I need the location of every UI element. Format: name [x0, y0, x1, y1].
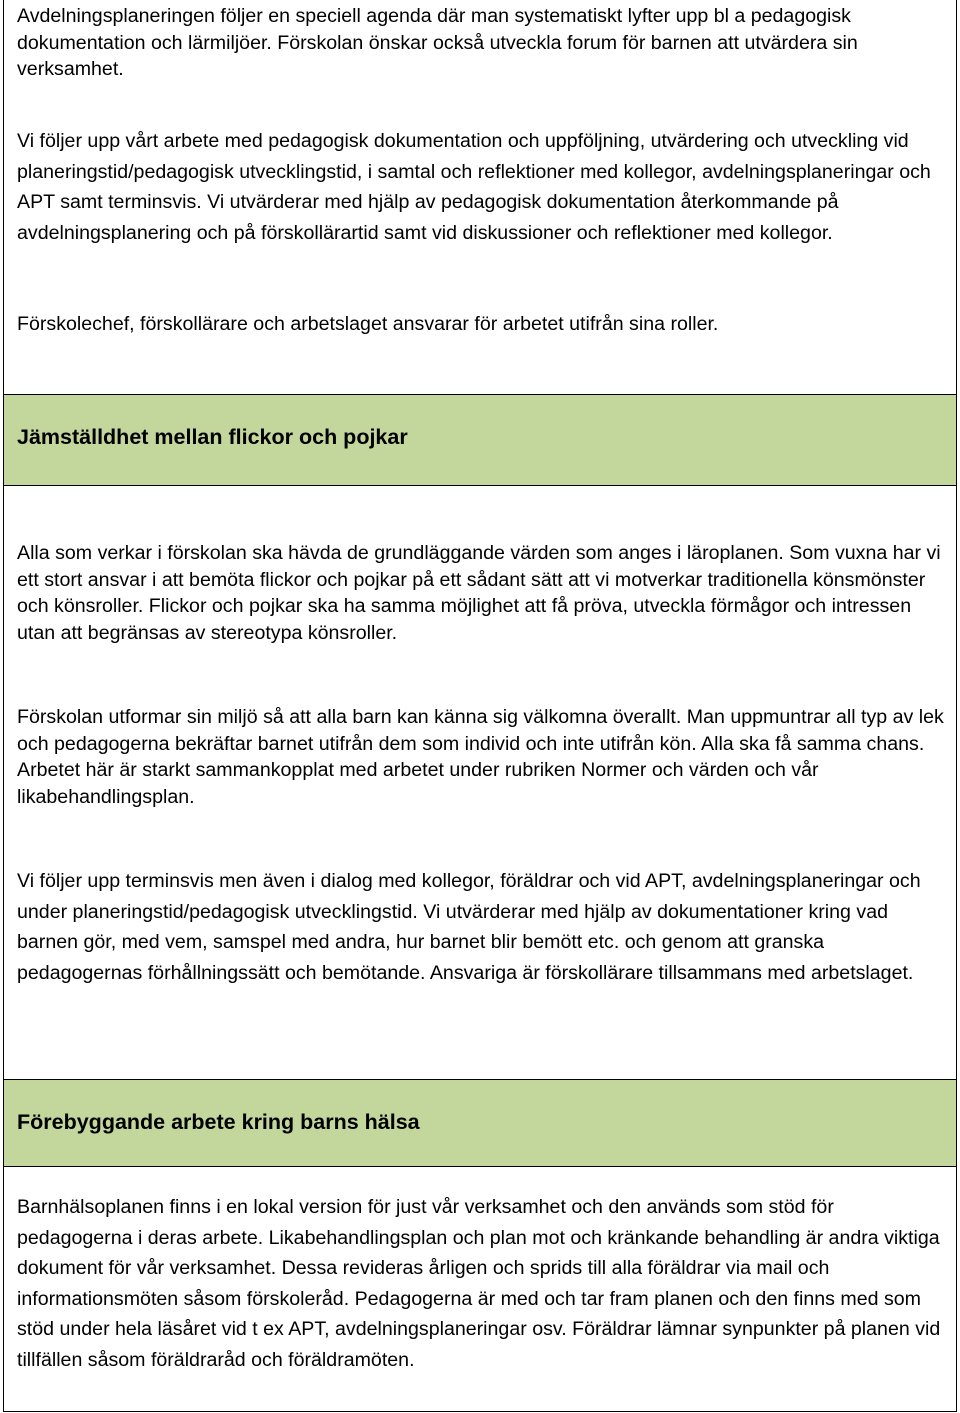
document-table	[3, 0, 957, 1412]
paragraph: Förskolechef, förskollärare och arbetslaget ansvarar för arbetet utifrån sina roller.	[17, 313, 719, 335]
paragraph: Förskolan utformar sin miljö så att alla barn kan känna sig välkomna överallt. Man uppmuntrar all typ av lek och pedagogerna bekräftar barnet utifrån dem som individ och inte utifrån kön. Alla ska få samma chans. Arbetet här är starkt sammankopplat med arbetet under rubriken Normer och värden och vår likabehandlingsplan.	[17, 706, 944, 808]
section-heading: Förebyggande arbete kring barns hälsa	[17, 1110, 420, 1134]
section-heading: Jämställdhet mellan flickor och pojkar	[17, 425, 408, 449]
section-heading-cell	[4, 395, 956, 486]
paragraph: Vi följer upp vårt arbete med pedagogisk dokumentation och uppföljning, utvärdering och utveckling vid planeringstid/pedagogisk utvecklingstid, i samtal och reflektioner med kollegor, avdelningsplaneringar och APT samt terminsvis. Vi utvärderar med hjälp av pedagogisk dokumentation återkommande på avdelningsplanering och på förskollärartid samt vid diskussioner och reflektioner med kollegor.	[17, 130, 931, 244]
paragraph: Vi följer upp terminsvis men även i dialog med kollegor, föräldrar och vid APT, avdelningsplaneringar och under planeringstid/pedagogisk utvecklingstid. Vi utvärderar med hjälp av dokumentationer kring vad barnen gör, med vem, samspel med andra, hur barnet blir bemött etc. och genom att granska pedagogernas förhållningssätt och bemötande. Ansvariga är förskollärare tillsammans med arbetslaget.	[17, 870, 921, 984]
section-followup-cell	[4, 0, 956, 395]
paragraph: Alla som verkar i förskolan ska hävda de grundläggande värden som anges i läroplanen. Som vuxna har vi ett stort ansvar i att bemöta flickor och pojkar på ett sådant sätt att vi motverkar traditionella könsmönster och könsroller. Flickor och pojkar ska ha samma möjlighet att få pröva, utveckla förmågor och intressen utan att begränsas av stereotypa könsroller.	[17, 542, 941, 644]
section-heading-cell	[4, 1080, 956, 1167]
paragraph: Avdelningsplaneringen följer en speciell agenda där man systematiskt lyfter upp bl a pedagogisk dokumentation och lärmiljöer. Förskolan önskar också utveckla forum för barnen att utvärdera sin verksamhet.	[17, 5, 858, 80]
paragraph: Barnhälsoplanen finns i en lokal version för just vår verksamhet och den används som stöd för pedagogerna i deras arbete. Likabehandlingsplan och plan mot och kränkande behandling är andra viktiga dokument för vår verksamhet. Dessa revideras årligen och sprids till alla föräldrar via mail och informationsmöten såsom förskoleråd. Pedagogerna är med och tar fram planen och den finns med som stöd under hela läsåret vid t ex APT, avdelningsplaneringar osv. Föräldrar lämnar synpunkter på planen vid tillfällen såsom föräldraråd och föräldramöten.	[17, 1196, 941, 1371]
section-equality-cell	[4, 486, 956, 1080]
section-health-cell	[4, 1167, 956, 1411]
